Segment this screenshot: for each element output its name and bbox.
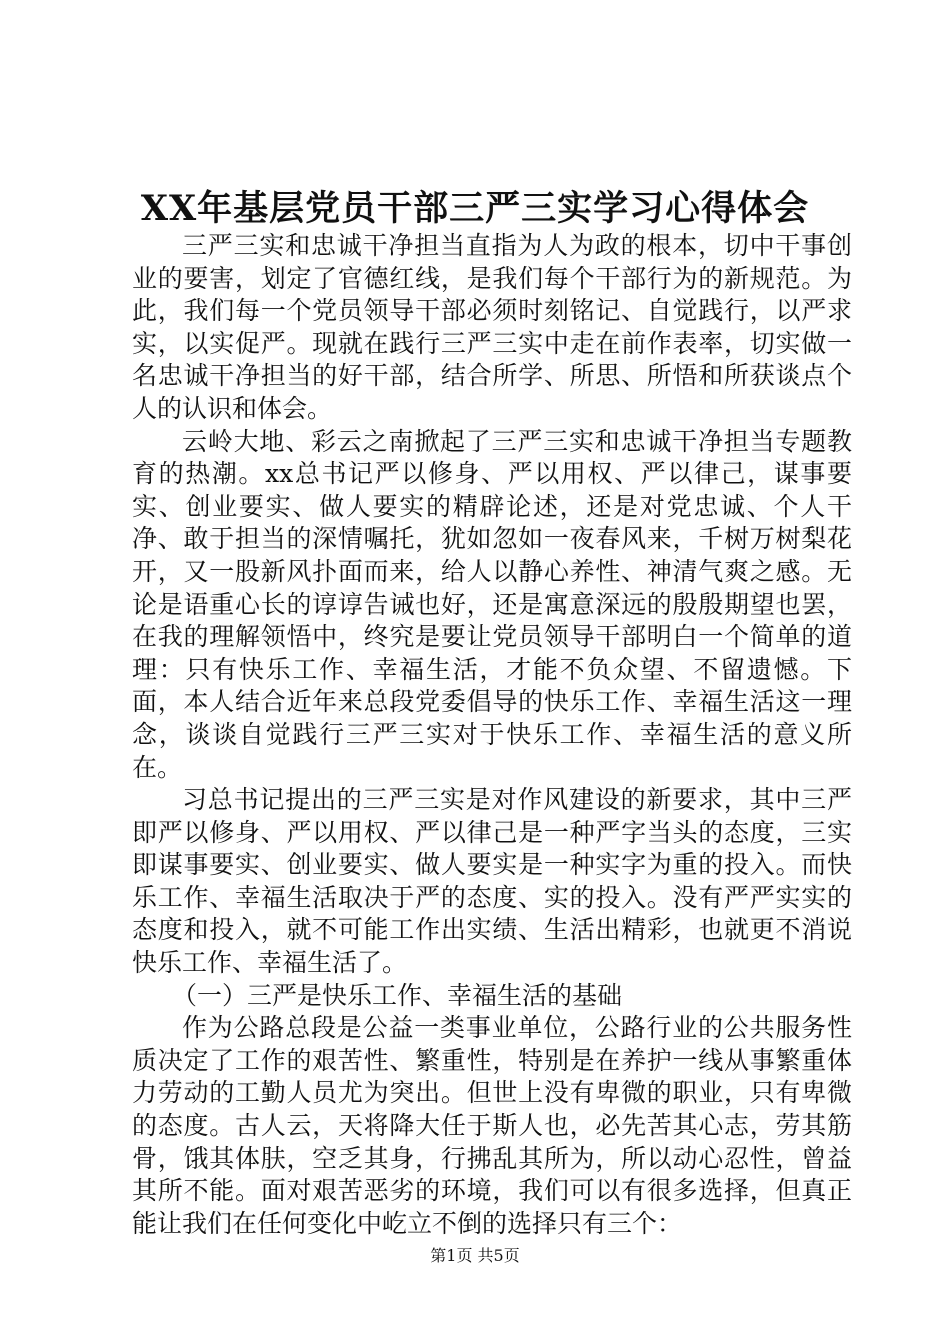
paragraph-section-body: 作为公路总段是公益一类事业单位，公路行业的公共服务性质决定了工作的艰苦性、繁重性，特别是在养护一线从事繁重体力劳动的工勤人员尤为突出。但世上没有卑微的职业，只有卑微的态度。古人云，天将降大任于斯人也，必先苦其心志，劳其筋骨，饿其体肤，空乏其身，行拂乱其所为，所以动心忍性，曾益其所不能。面对艰苦恶劣的环境，我们可以有很多选择，但真正能让我们在任何变化中屹立不倒的选择只有三个： bbox=[132, 1013, 852, 1238]
paragraph-context: 云岭大地、彩云之南掀起了三严三实和忠诚干净担当专题教育的热潮。xx总书记严以修身、严以用权、严以律己，谋事要实、创业要实、做人要实的精辟论述，还是对党忠诚、个人干净、敢于担当的深情嘱托，犹如忽如一夜春风来，千树万树梨花开，又一股新风扑面而来，给人以静心养性、神清气爽之感。无论是语重心长的谆谆告诫也好，还是寓意深远的殷殷期望也罢，在我的理解领悟中，终究是要让党员领导干部明白一个简单的道理：只有快乐工作、幸福生活，才能不负众望、不留遗憾。下面，本人结合近年来总段党委倡导的快乐工作、幸福生活这一理念，谈谈自觉践行三严三实对于快乐工作、幸福生活的意义所在。 bbox=[132, 426, 852, 782]
paragraph-intro: 三严三实和忠诚干净担当直指为人为政的根本，切中干事创业的要害，划定了官德红线，是我们每个干部行为的新规范。为此，我们每一个党员领导干部必须时刻铭记、自觉践行，以严求实，以实促严。现就在践行三严三实中走在前作表率，切实做一名忠诚干净担当的好干部，结合所学、所思、所悟和所获谈点个人的认识和体会。 bbox=[132, 231, 852, 423]
document-title: XX年基层党员干部三严三实学习心得体会 bbox=[140, 188, 810, 229]
page-footer: 第1页 共5页 bbox=[430, 1246, 520, 1265]
paragraph-requirements: 习总书记提出的三严三实是对作风建设的新要求，其中三严即严以修身、严以用权、严以律己是一种严字当头的态度，三实即谋事要实、创业要实、做人要实是一种实字为重的投入。而快乐工作、幸福生活取决于严的态度、实的投入。没有严严实实的态度和投入，就不可能工作出实绩、生活出精彩，也就更不消说快乐工作、幸福生活了。 bbox=[132, 785, 852, 978]
document-body bbox=[132, 230, 852, 1240]
section-heading: （一）三严是快乐工作、幸福生活的基础 bbox=[172, 980, 623, 1010]
